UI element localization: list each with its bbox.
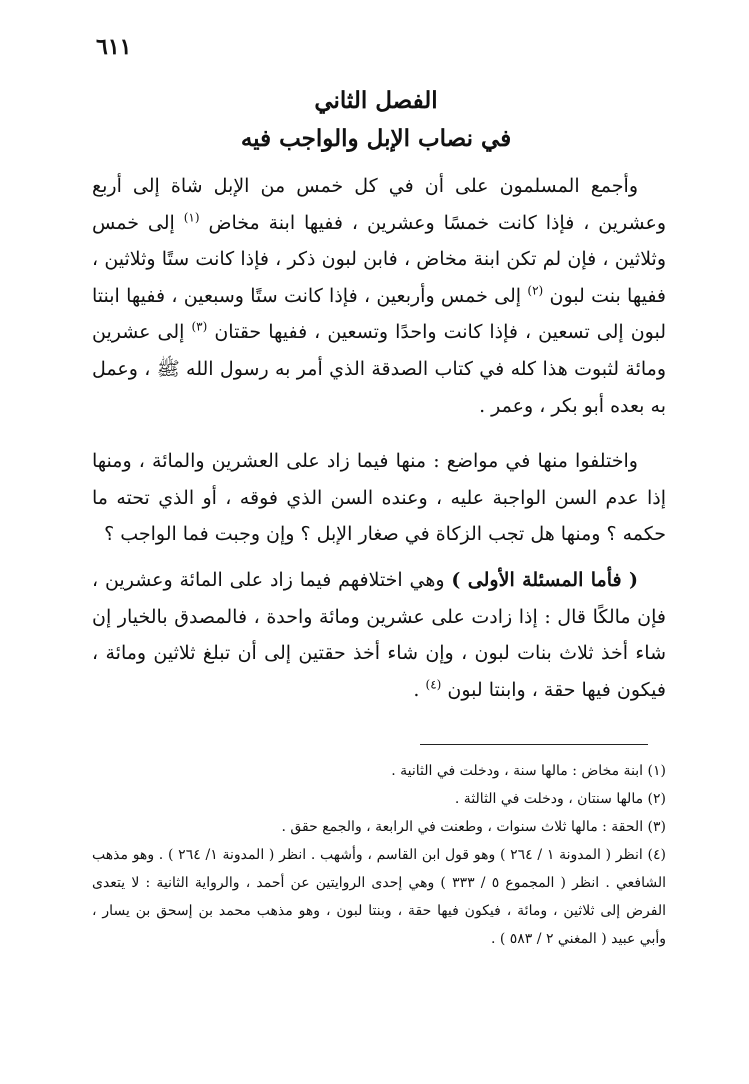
paragraph-text: إلى خمس وثلاثين ، فإن لم تكن ابنة مخاض ، فابن لبون ذكر ، فإذا كانت ستًا وثلاثين ، ففيها بنت لبون	[92, 211, 667, 307]
paragraph-disagreements	[92, 443, 666, 553]
paragraph-text: إلى عشرين ومائة لثبوت هذا كله في كتاب الصدقة الذي أمر به رسول الله ﷺ ، وعمل به بعده أبو بكر ، وعمر .	[92, 321, 666, 417]
chapter-title: الفصل الثاني	[314, 87, 438, 114]
paragraph-first-issue	[92, 562, 666, 708]
paragraph-text: وهي اختلافهم فيما زاد على المائة وعشرين ، فإن مالكًا قال : إذا زادت على عشرين ومائة واحدة ، فالمصدق بالخيار إن شاء أخذ ثلاث بنات لبون ، وإن شاء أخذ حقتين إلى أن تبلغ ثلاثين ومائة ، فيكون فيها حقة ، وابنتا لبون	[92, 569, 667, 701]
paragraph-text: إلى خمس وأربعين ، فإذا كانت ستًا وسبعين ، ففيها ابنتا لبون إلى تسعين ، فإذا كانت واحدًا وتسعين ، ففيها حقتان	[92, 284, 667, 344]
footnote-marker: (١)	[183, 210, 200, 225]
chapter-subtitle: في نصاب الإبل والواجب فيه	[240, 125, 512, 152]
footnote-divider	[420, 744, 648, 745]
paragraph-consensus	[92, 168, 666, 424]
paragraph-text: وأجمع المسلمون على أن في كل خمس من الإبل شاة إلى أربع وعشرين ،	[92, 175, 667, 234]
footnote: (٤) انظر ( المدونة ١ / ٢٦٤ ) وهو قول ابن القاسم ، وأشهب . انظر ( المدونة ١/ ٢٦٤ ) . وهو مذهب الشافعي . انظر ( المجموع ٥ / ٣٣٣ ) وهي إحدى الروايتين عن أحمد ، والرواية الثانية : لا يتعدى الفرض إلى ثلاثين ، ومائة ، فيكون فيها حقة ، وبنتا لبون ، وهو مذهب محمد بن إسحق بن يسار ، وأبي عبيد ( المغني ٢ / ٥٨٣ ) .	[92, 847, 666, 947]
paragraph-text: واختلفوا منها في مواضع : منها فيما زاد على العشرين والمائة ، ومنها إذا عدم السن الواجبة عليه ، وعنده السن الذي فوقه ، أو الذي تحته ما حكمه ؟ ومنها هل تجب الزكاة في صغار الإبل ؟ وإن وجبت فما الواجب ؟	[92, 450, 666, 546]
paragraph-end: .	[413, 678, 426, 701]
footnote: (٢) مالها سنتان ، ودخلت في الثالثة .	[454, 791, 666, 807]
footnote: (١) ابنة مخاض : مالها سنة ، ودخلت في الثانية .	[391, 763, 666, 779]
footnote-marker: (٣)	[191, 320, 208, 335]
footnotes-section	[92, 757, 666, 953]
footnote-marker: (٤)	[425, 677, 442, 692]
page-number: ٦١١	[96, 34, 132, 60]
footnote-marker: (٢)	[527, 283, 544, 298]
footnote: (٣) الحقة : مالها ثلاث سنوات ، وطعنت في الرابعة ، والجمع حقق .	[281, 819, 666, 835]
paragraph-text: فإذا كانت خمسًا وعشرين ، ففيها ابنة مخاض	[208, 211, 575, 234]
issue-heading: ( فأما المسئلة الأولى )	[451, 569, 638, 591]
